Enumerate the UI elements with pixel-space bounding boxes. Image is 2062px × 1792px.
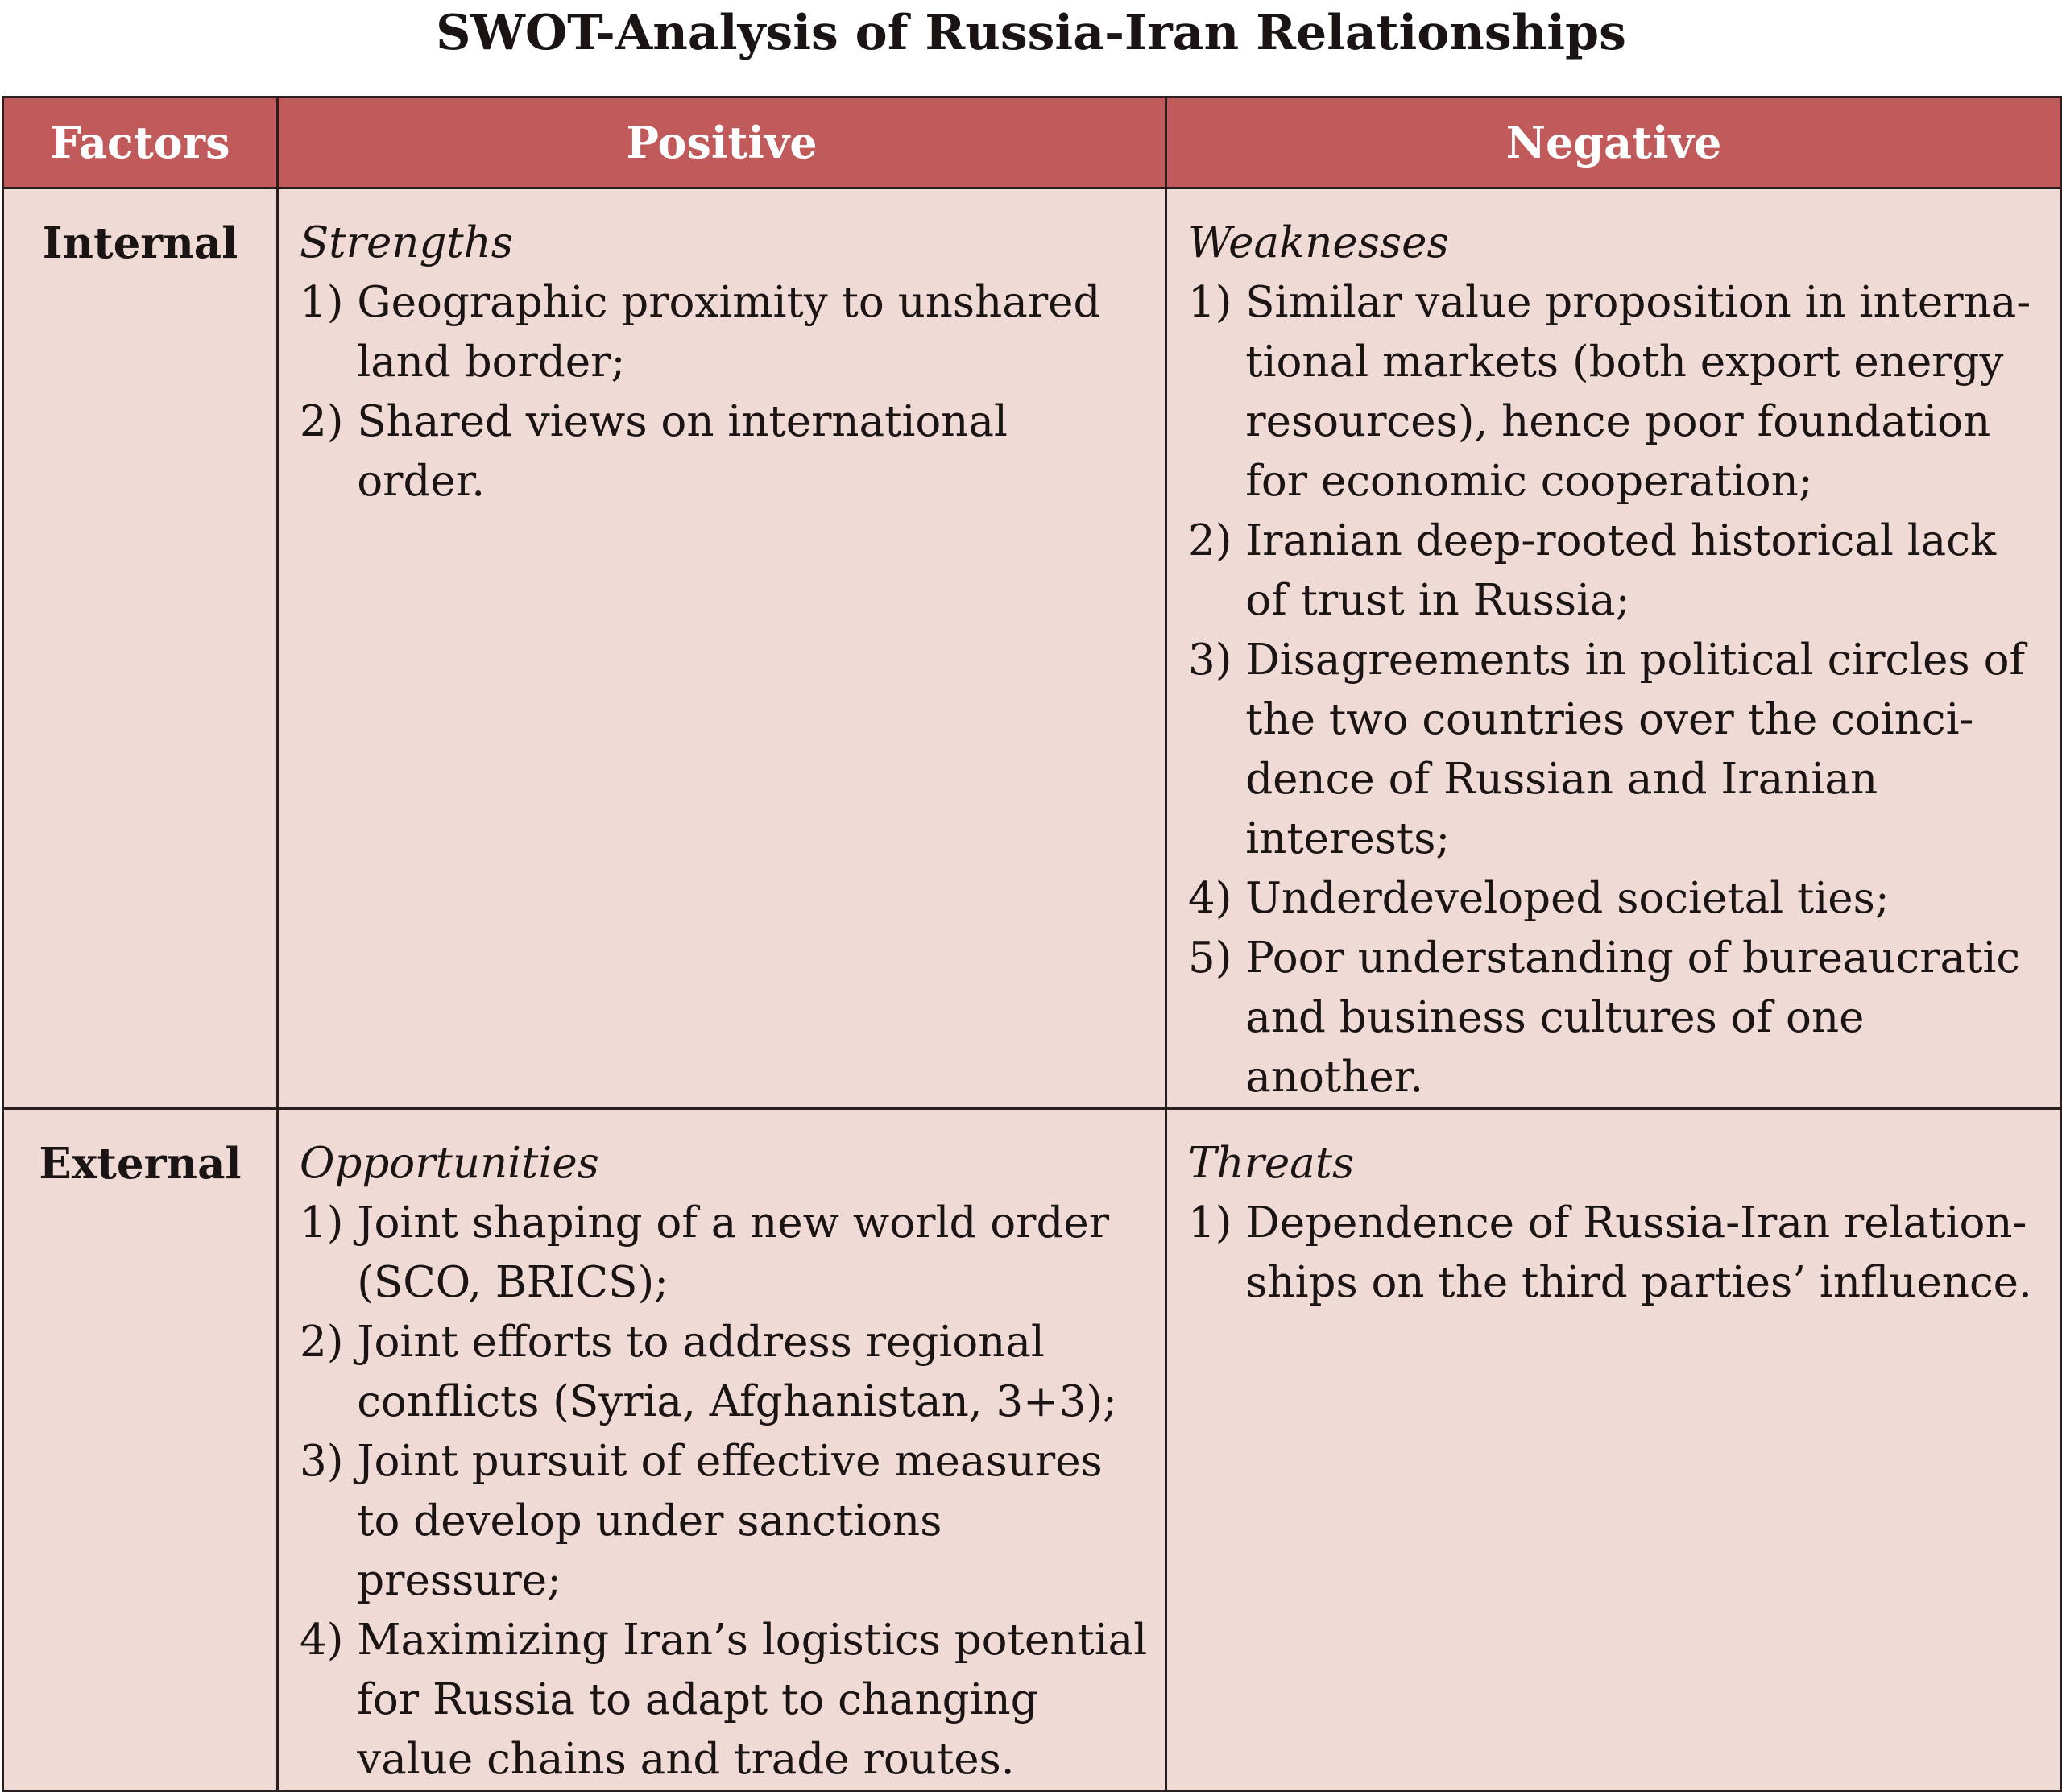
item-text: Dependence of Russia-Iran relation-ships on the third parties’ influence.	[1245, 1198, 2032, 1307]
item-number: 4)	[1188, 874, 1246, 923]
list-item	[1188, 631, 2044, 869]
list-item	[300, 1194, 1149, 1313]
item-number: 2)	[300, 397, 358, 446]
item-text: Underdeveloped societal ties;	[1245, 874, 1890, 923]
threats-list	[1188, 1194, 2044, 1313]
cell-weaknesses	[1166, 188, 2062, 1109]
list-item	[300, 1611, 1149, 1790]
header-negative: Negative	[1166, 97, 2062, 188]
list-item	[300, 1313, 1149, 1432]
item-number: 2)	[1188, 516, 1246, 565]
item-number: 2)	[300, 1318, 358, 1367]
table-row-internal	[3, 188, 2062, 1109]
header-row	[3, 97, 2062, 188]
item-text: Similar value proposition in interna-tional markets (both export energy resources), hence poor foundation for economic cooperation;	[1245, 278, 2031, 506]
opportunities-list	[300, 1194, 1149, 1790]
list-item	[300, 1432, 1149, 1611]
item-text: Poor understanding of bureaucratic and business cultures of one another.	[1245, 933, 2021, 1102]
list-item	[300, 273, 1149, 392]
category-threats: Threats	[1188, 1139, 1355, 1188]
cell-strengths	[278, 188, 1166, 1109]
factor-external: External	[3, 1109, 278, 1791]
header-factors: Factors	[3, 97, 278, 188]
swot-table	[2, 96, 2062, 1792]
category-strengths: Strengths	[300, 218, 513, 267]
item-text: Joint shaping of a new world order (SCO, BRICS);	[357, 1198, 1110, 1307]
item-number: 1)	[1188, 278, 1246, 327]
category-weaknesses: Weaknesses	[1188, 218, 1449, 267]
list-item	[1188, 929, 2044, 1107]
item-text: Joint efforts to address regional conflicts (Syria, Afghanistan, 3+3);	[357, 1318, 1117, 1426]
strengths-list	[300, 273, 1149, 511]
item-number: 3)	[300, 1437, 358, 1486]
header-positive: Positive	[278, 97, 1166, 188]
category-opportunities: Opportunities	[300, 1139, 599, 1188]
table-header	[3, 97, 2062, 188]
list-item	[1188, 869, 2044, 929]
list-item	[1188, 1194, 2044, 1313]
weaknesses-list	[1188, 273, 2044, 1107]
page-title: SWOT-Analysis of Russia-Iran Relationships	[436, 5, 1626, 61]
item-number: 1)	[300, 1198, 358, 1248]
item-text: Joint pursuit of effective measures to develop under sanctions pressure;	[357, 1437, 1103, 1605]
list-item	[1188, 273, 2044, 511]
list-item	[300, 392, 1149, 511]
item-text: Maximizing Iran’s logistics potential for Russia to adapt to changing value chains and trade routes.	[357, 1616, 1148, 1784]
factor-internal: Internal	[3, 188, 278, 1109]
item-number: 1)	[300, 278, 358, 327]
cell-threats	[1166, 1109, 2062, 1791]
item-text: Iranian deep-rooted historical lack of trust in Russia;	[1245, 516, 1997, 625]
item-text: Geographic proximity to unshared land border;	[357, 278, 1101, 387]
item-number: 4)	[300, 1616, 358, 1665]
list-item	[1188, 511, 2044, 631]
item-text: Shared views on international order.	[357, 397, 1008, 506]
item-text: Disagreements in political circles of the two countries over the coinci-dence of Russian and Iranian interests;	[1245, 635, 2026, 863]
item-number: 1)	[1188, 1198, 1246, 1248]
item-number: 3)	[1188, 635, 1246, 685]
item-number: 5)	[1188, 933, 1246, 983]
cell-opportunities	[278, 1109, 1166, 1791]
table-row-external	[3, 1109, 2062, 1791]
